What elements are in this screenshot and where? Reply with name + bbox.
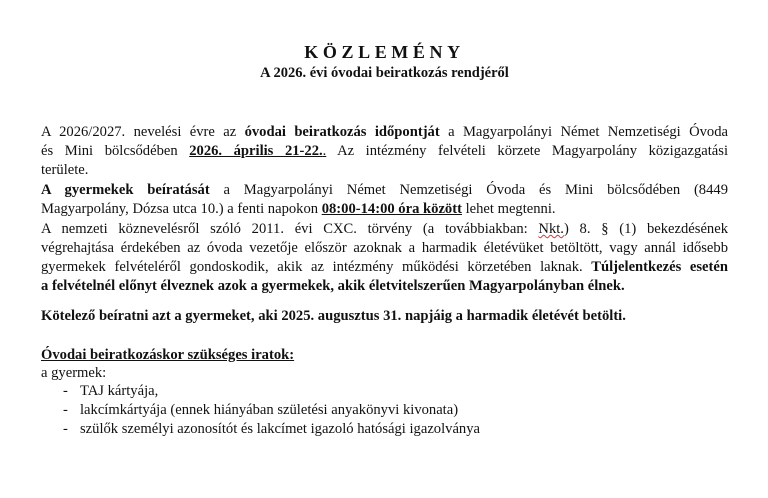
text-line: területe. <box>41 162 89 178</box>
list-item-text: szülők személyi azonosítót és lakcímet igazoló hatósági igazolványa <box>80 421 480 437</box>
text-span: . <box>322 143 327 159</box>
enrollment-date: 2026. április 21-22. <box>189 143 323 159</box>
text-line <box>41 142 728 161</box>
dash-bullet-icon: - <box>63 421 68 437</box>
required-documents-list <box>41 382 480 439</box>
paragraph-registration-place <box>41 181 728 219</box>
text-line <box>41 200 728 219</box>
text-span: a Magyarpolányi Német Nemzetiségi Óvoda és Mini bölcsődében (8449 <box>209 182 728 198</box>
required-documents-heading: Óvodai beiratkozáskor szükséges iratok: <box>41 347 295 363</box>
text-line <box>41 123 728 142</box>
list-item <box>41 401 480 420</box>
dash-bullet-icon: - <box>63 402 68 418</box>
registration-hours: 08:00-14:00 óra között <box>321 201 462 217</box>
text-span: a Magyarpolányi Német Nemzetiségi Óvoda <box>439 124 728 140</box>
list-item-text: lakcímkártyája (ennek hiányában születési anyakönyvi kivonata) <box>80 402 459 418</box>
text-span: lehet megtenni. <box>461 201 556 217</box>
spellcheck-word[interactable]: Nkt. <box>538 221 564 237</box>
document-title: KÖZLEMÉNY <box>304 42 465 62</box>
text-line <box>41 220 728 239</box>
bold-text: Túljelentkezés esetén <box>591 259 728 275</box>
text-span: gyermekek felvételéről gondoskodik, akik az intézmény működési körzetében laknak. <box>41 259 592 275</box>
text-span: A 2026/2027. nevelési évre az <box>41 124 245 140</box>
list-item-text: TAJ kártyája, <box>80 383 159 399</box>
text-line: végrehajtása érdekében az óvoda vezetője először azoknak a harmadik életévüket betöltött, vagy annál idősebb <box>41 240 728 256</box>
text-line <box>41 307 728 326</box>
document-subtitle: A 2026. évi óvodai beiratkozás rendjéről <box>260 65 509 81</box>
text-span: Magyarpolány, Dózsa utca 10.) a fenti napokon <box>41 201 322 217</box>
text-span: A nemzeti köznevelésről szóló 2011. évi CXC. törvény (a továbbiakban: <box>41 221 539 237</box>
text-span: ) 8. § (1) bekezdésének <box>563 221 729 237</box>
bold-text: óvodai beiratkozás időpontját <box>244 124 440 140</box>
list-item <box>41 382 480 401</box>
paragraph-legal-basis <box>41 220 728 296</box>
text-line <box>41 258 728 277</box>
bold-text: Kötelező beíratni azt a gyermeket, aki 2025. augusztus 31. napjáig a harmadik életévét betölti. <box>41 308 626 324</box>
text-span: Az intézmény felvételi körzete Magyarpolány közigazgatási <box>326 143 729 159</box>
bold-text: A gyermekek beíratását <box>41 182 210 198</box>
text-span: és Mini bölcsődében <box>41 143 190 159</box>
text-line <box>41 181 728 200</box>
required-documents-intro: a gyermek: <box>41 365 107 381</box>
paragraph-mandatory <box>41 307 728 326</box>
list-item <box>41 420 480 439</box>
paragraph-enrollment-date <box>41 123 728 180</box>
dash-bullet-icon: - <box>63 383 68 399</box>
bold-text: a felvételnél előnyt élveznek azok a gyermekek, akik életvitelszerűen Magyarpolányban élnek. <box>41 278 625 294</box>
text-line <box>41 277 728 296</box>
